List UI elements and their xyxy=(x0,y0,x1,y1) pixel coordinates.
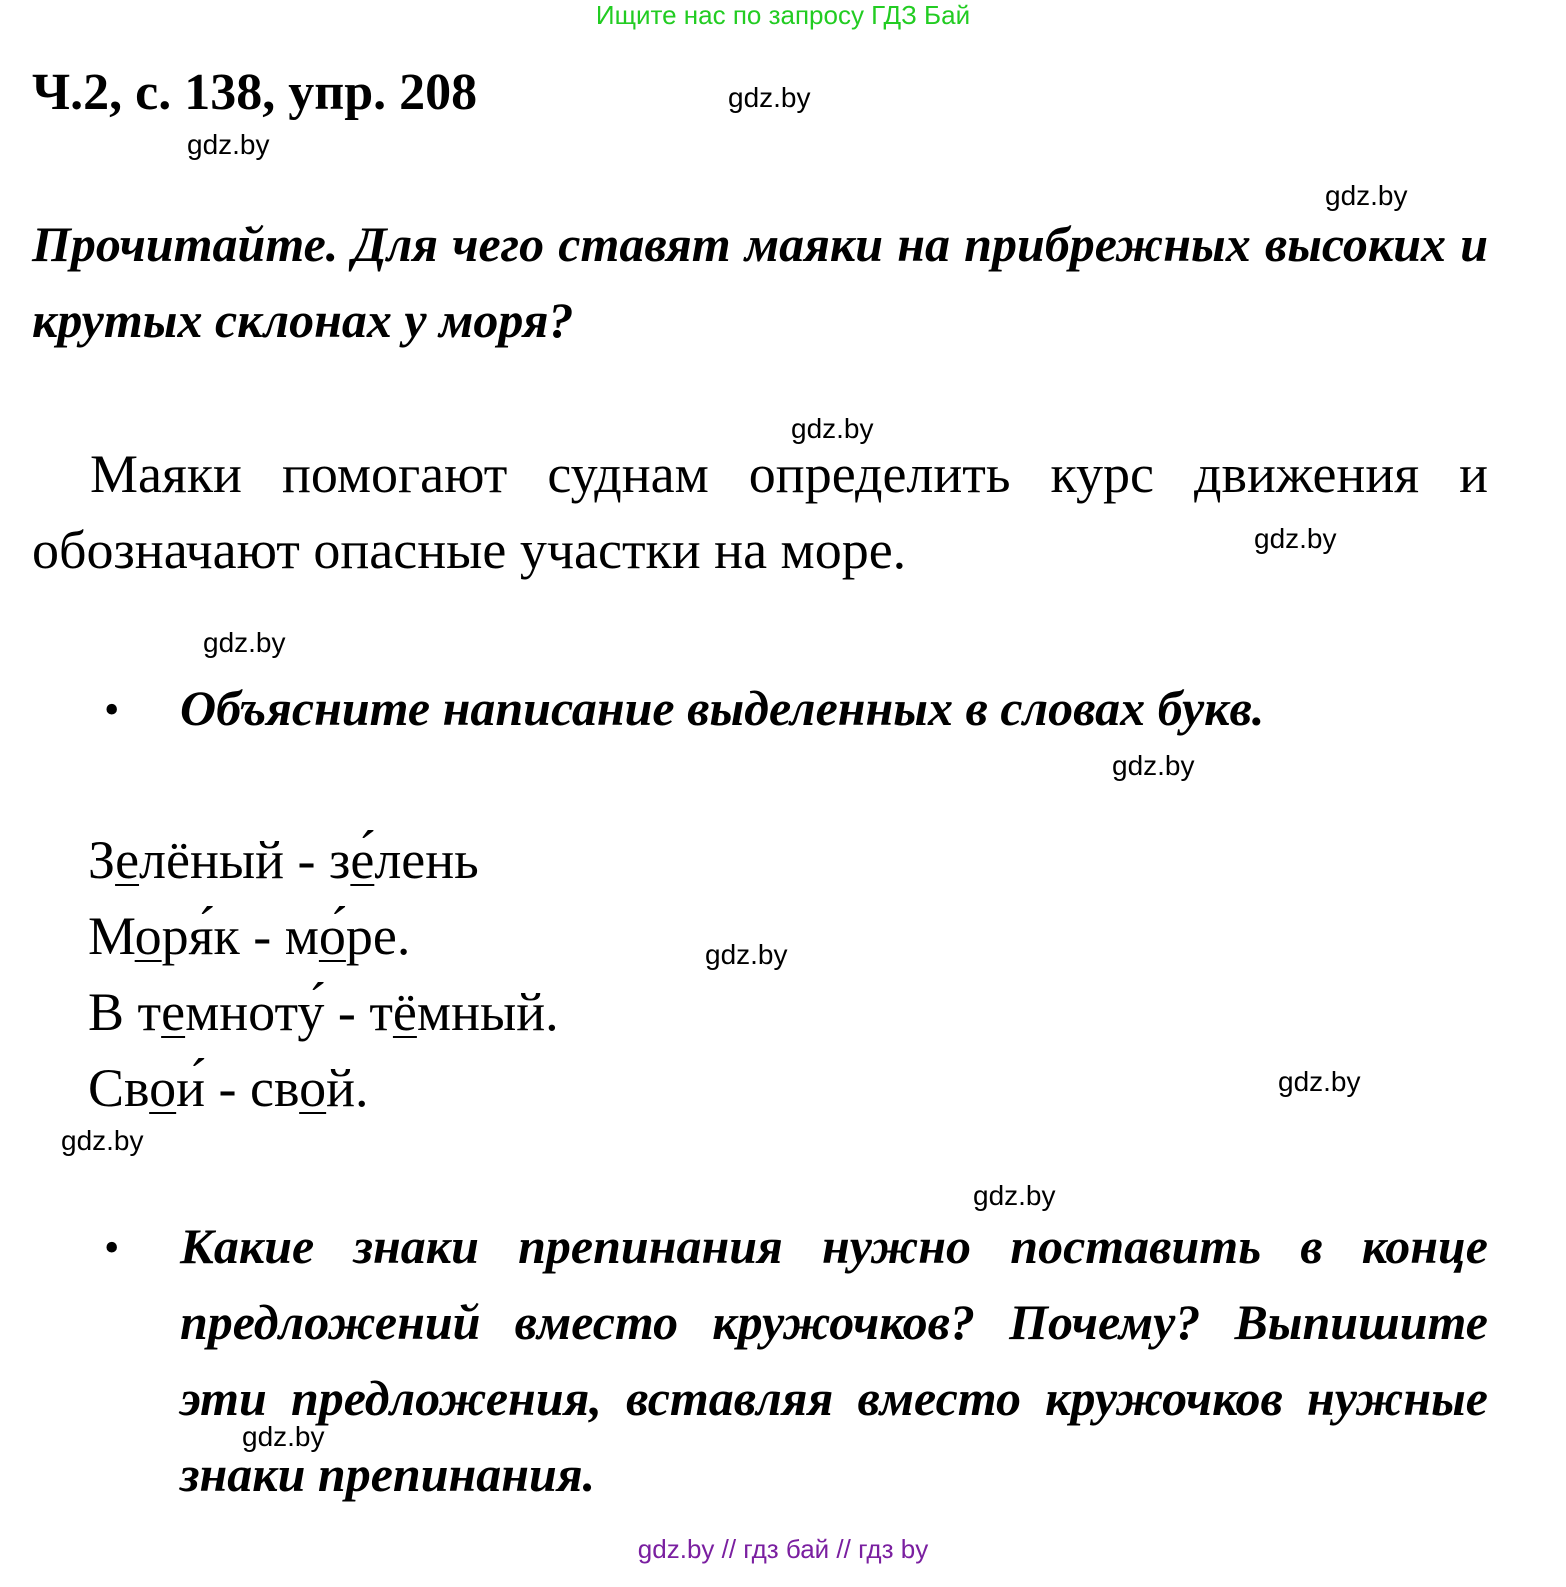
highlighted-letter: е́ xyxy=(350,830,375,890)
watermark: gdz.by xyxy=(1278,1066,1361,1097)
word-fragment: М xyxy=(88,906,135,966)
exercise-heading: Ч.2, с. 138, упр. 208 xyxy=(32,64,478,121)
word-fragment: мный. xyxy=(416,982,559,1042)
word-fragment: лёный - з xyxy=(139,830,351,890)
word-fragment: и́ - св xyxy=(176,1058,300,1118)
bullet-marker: • xyxy=(104,685,120,734)
footer-links[interactable]: gdz.by // гдз бай // гдз by xyxy=(637,1534,929,1564)
watermark: gdz.by xyxy=(242,1421,325,1452)
bullet-task-2: Какие знаки препинания нужно поставить в конце предложений вместо кружочков? Почему? Выпишите эти предложения, вставляя вместо кружочков нужные знаки препинания. xyxy=(180,1218,1488,1502)
highlighted-letter: о xyxy=(134,906,162,966)
watermark: gdz.by xyxy=(728,82,811,113)
bullet-marker: • xyxy=(104,1223,120,1272)
highlighted-letter: ё xyxy=(392,982,417,1042)
watermark: gdz.by xyxy=(1325,180,1408,211)
word-pair-line xyxy=(88,828,479,892)
word-fragment: мноту́ - т xyxy=(185,982,393,1042)
highlighted-letter: о́ xyxy=(318,906,346,966)
search-banner[interactable]: Ищите нас по запросу ГДЗ Бай xyxy=(595,0,971,30)
watermark: gdz.by xyxy=(203,627,286,658)
watermark: gdz.by xyxy=(705,939,788,970)
word-pair-line xyxy=(88,1056,369,1120)
watermark: gdz.by xyxy=(973,1180,1056,1211)
word-fragment: В т xyxy=(88,982,162,1042)
word-fragment: лень xyxy=(374,830,479,890)
watermark: gdz.by xyxy=(1254,523,1337,554)
watermark: gdz.by xyxy=(1112,750,1195,781)
highlighted-letter: о xyxy=(299,1058,327,1118)
bullet-task-1: Объясните написание выделенных в словах букв. xyxy=(180,680,1265,736)
task-text: Прочитайте. Для чего ставят маяки на прибрежных высоких и крутых склонах у моря? xyxy=(32,216,1488,348)
highlighted-letter: е xyxy=(161,982,186,1042)
word-fragment: З xyxy=(88,830,116,890)
word-fragment: й. xyxy=(326,1058,369,1118)
watermark: gdz.by xyxy=(187,129,270,160)
answer-text: Маяки помогают суднам определить курс движения и обозначают опасные участки на море. xyxy=(32,444,1488,580)
word-fragment: ре. xyxy=(345,906,411,966)
word-fragment: ря́к - м xyxy=(161,906,319,966)
watermark: gdz.by xyxy=(61,1125,144,1156)
word-pair-line xyxy=(88,980,559,1044)
word-pair-line xyxy=(88,904,410,968)
watermark: gdz.by xyxy=(791,413,874,444)
word-fragment: Св xyxy=(88,1058,150,1118)
highlighted-letter: о xyxy=(149,1058,177,1118)
highlighted-letter: е xyxy=(115,830,140,890)
